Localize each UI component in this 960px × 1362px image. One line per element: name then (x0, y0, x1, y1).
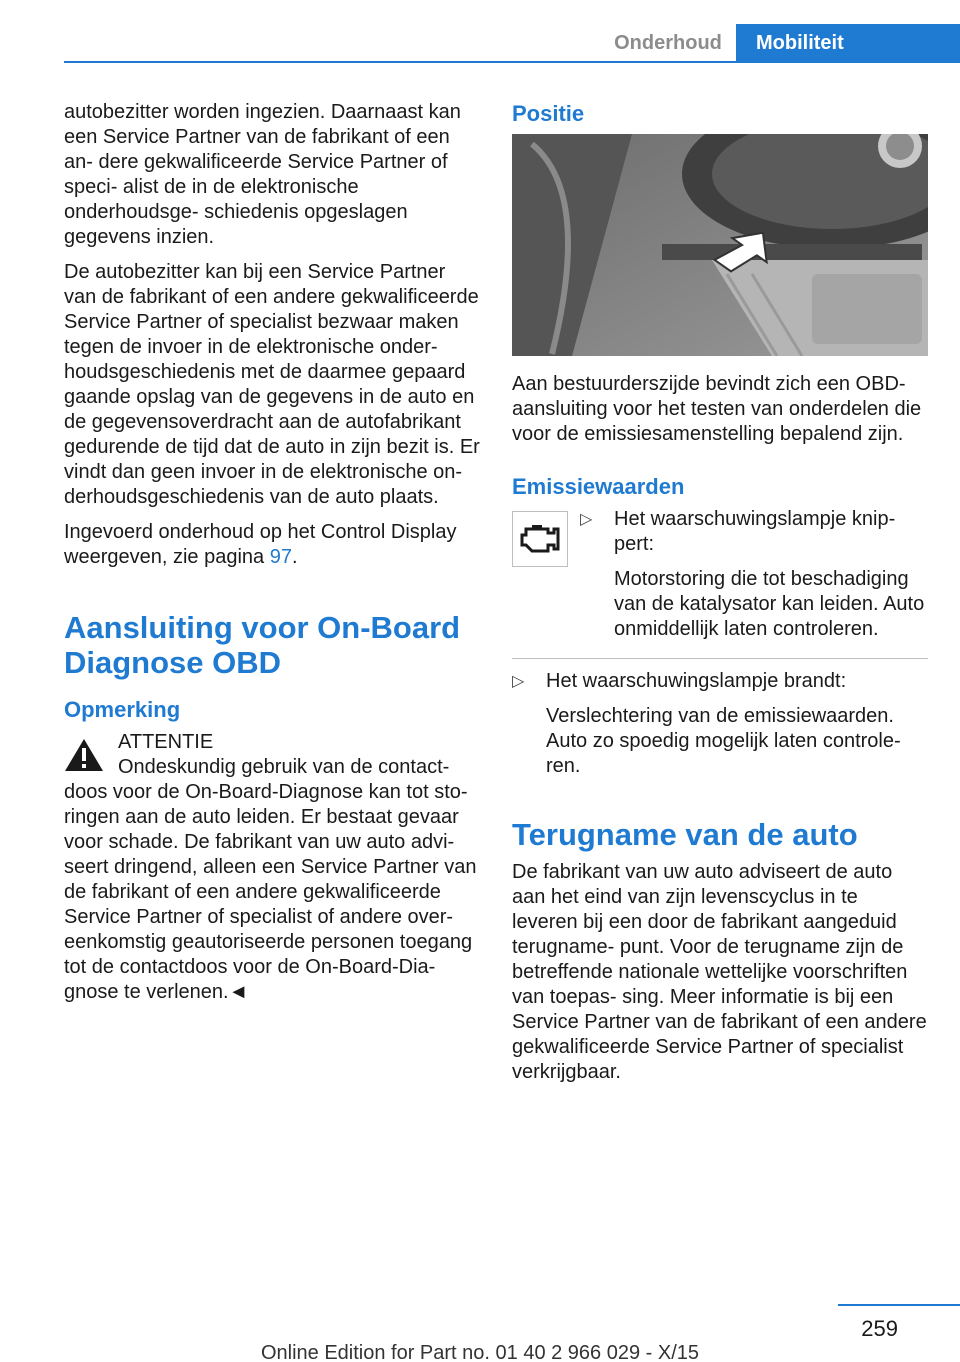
warning-label: ATTENTIE (118, 731, 214, 753)
paragraph-terugname: De fabrikant van uw auto adviseert de auto aan het eind van zijn levenscyclus in te leveren bij een door de fabrikant aangeduid terugname- punt. Voor de terugname zijn de betreffende nationale wettelijke voorschriften van toepas- sing. Meer informatie is bij een Service Partner van de fabrikant of een andere gekwalificeerde Service Partner of specialist verkrijgbaar. (512, 861, 927, 1083)
tab-onderhoud[interactable]: Onderhoud (614, 32, 722, 54)
bullet2-text: Verslechtering van de emissiewaarden. Auto zo spoedig mogelijk laten controle- ren. (546, 705, 901, 777)
list-divider (512, 658, 928, 659)
page-link-97[interactable]: 97 (269, 546, 292, 568)
page-number: 259 (861, 1316, 898, 1341)
footer-rule (838, 1304, 960, 1306)
paragraph-objection: De autobezitter kan bij een Service Partner van de fabrikant of een andere gekwalificeerde Service Partner of specialist bezwaar maken tegen de invoer in de elektronische onder- houdsgeschiedenis met de daarmee gepaard gaande opslag van de gegevens in de auto en de gegevensoverdracht aan de autofabrikant gedurende de tijd dat de auto in zijn bezit is. Er vindt dan geen invoer in de elektronische on- derhoudsgeschiedenis van de auto plaats. (64, 261, 480, 508)
emission-list (512, 507, 928, 779)
list-item (512, 507, 928, 652)
tab-mobiliteit[interactable]: Mobiliteit (736, 24, 960, 62)
section-title-obd: Aansluiting voor On-Board Diagnose OBD (64, 610, 461, 680)
subheading-opmerking: Opmerking (64, 697, 181, 722)
bullet-arrow-icon: ▷ (512, 673, 525, 690)
check-engine-lamp (512, 511, 568, 567)
edition-line: Online Edition for Part no. 01 40 2 966 029 - X/15 (260, 1342, 700, 1362)
bullet1-title: Het waarschuwingslampje knip- pert: (614, 508, 896, 555)
right-column (512, 100, 928, 1095)
check-engine-icon (518, 523, 562, 555)
warning-block (64, 730, 482, 1005)
top-navigation (0, 24, 960, 62)
paragraph-positie: Aan bestuurderszijde bevindt zich een OBD- aansluiting voor het testen van onderdelen die voor de emissiesamenstelling bepalend zijn. (512, 373, 922, 445)
bullet2-title: Het waarschuwingslampje brandt: (546, 670, 847, 692)
bullet-blinking (580, 507, 928, 652)
warning-triangle-icon (64, 738, 104, 772)
left-column (64, 100, 482, 1015)
subheading-positie: Positie (512, 101, 585, 126)
paragraph-continued: autobezitter worden ingezien. Daarnaast kan een Service Partner van de fabrikant of een an- dere gekwalificeerde Service Partner of speci- alist de in de elektronische onderhoudsge- schiedenis opgeslagen gegevens inzien. (64, 101, 461, 248)
subheading-emissiewaarden: Emissiewaarden (512, 474, 685, 499)
bullet1-text: Motorstoring die tot beschadiging van de katalysator kan leiden. Auto onmiddellijk laten controleren. (614, 568, 925, 640)
warning-text: Ondeskundig gebruik van de contact- doos voor de On-Board-Diagnose kan tot sto- ringen aan de auto leiden. Er bestaat gevaar voor schade. De fabrikant van uw auto advi- seert dringend, alleen een Service Partner van de fabrikant of een andere gekwalificeerde Service Partner of specialist of andere over- eenkomstig geautoriseerde personen toegang tot de contactdoos voor de On-Board-Dia- gnose te verlenen.◄ (64, 756, 477, 1003)
bullet-arrow-icon: ▷ (580, 511, 593, 528)
paragraph-control-display: Ingevoerd onderhoud op het Control Display weergeven, zie pagina 97. (64, 521, 457, 568)
photo-illustration (512, 134, 928, 356)
header-rule (64, 61, 960, 63)
section-title-terugname: Terugname van de auto (512, 817, 858, 852)
bullet-steady (512, 669, 928, 779)
obd-location-photo (512, 134, 928, 356)
